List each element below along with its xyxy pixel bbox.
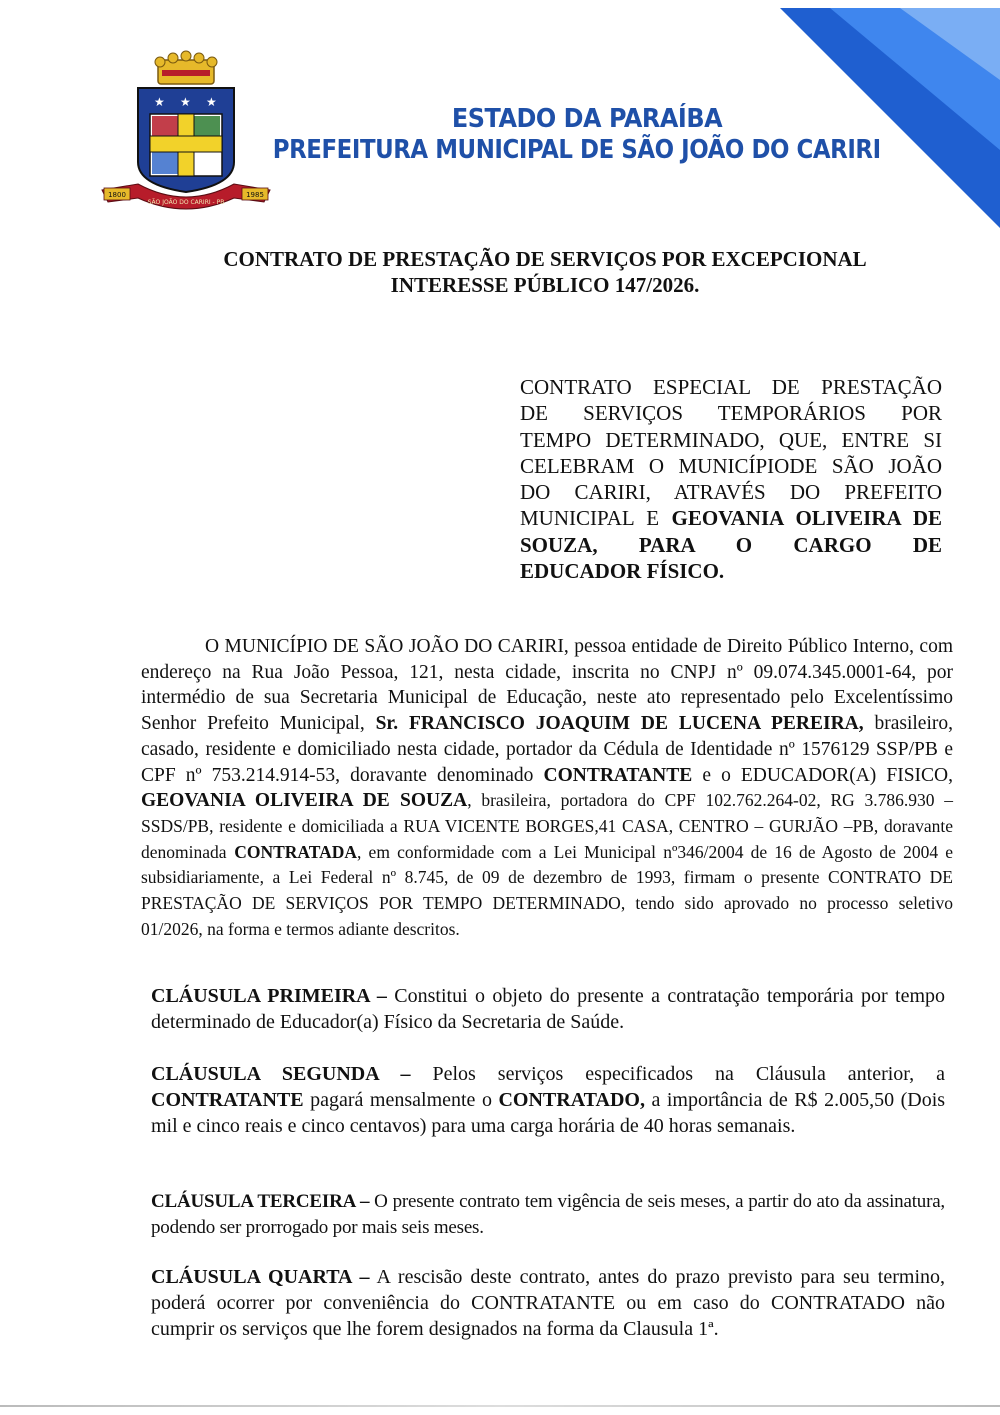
- svg-text:★: ★: [180, 95, 191, 109]
- preamble-text: e o EDUCADOR(A) FISICO,: [702, 764, 954, 786]
- summary-line: EDUCADOR FÍSICO.: [520, 559, 725, 584]
- title-line-2: INTERESSE PÚBLICO 147/2026.: [390, 273, 700, 297]
- contratada-label: CONTRATADA: [234, 841, 358, 862]
- preamble-text: , brasileira, portadora do CPF 102.762.264-02, RG 3.786.930 – SSDS/PB, residente e domiciliada a RUA VICENTE BORGES,41 CASA, CENTRO – GURJÃO –PB, doravante denominada: [141, 790, 953, 862]
- contract-title: [140, 246, 950, 298]
- clause-third: [151, 1189, 945, 1241]
- preamble-text: , em conformidade com a Lei Municipal nº346/2004 de 16 de Agosto de 2004 e subsidiariamente, a Lei Federal nº 8.745, de 09 de dezembro de 1993, firmam o presente CONTRATO DE PRESTAÇÃO DE SERVIÇOS POR TEMPO DETERMINADO, tendo sido aprovado no processo seletivo 01/2026, na forma e termos adiante descritos.: [141, 841, 953, 939]
- clause-title: CLÁUSULA TERCEIRA –: [151, 1191, 370, 1212]
- state-name: ESTADO DA PARAÍBA: [451, 104, 723, 134]
- svg-text:★: ★: [206, 95, 217, 109]
- contract-summary: [520, 374, 942, 584]
- summary-text: MUNICIPAL E: [520, 506, 660, 531]
- contratante-label: CONTRATANTE: [543, 764, 693, 786]
- clause-text: pagará mensalmente o: [310, 1089, 492, 1111]
- clause-text: a importância de R$ 2.005,50 (Dois mil e cinco reais e cinco centavos) para uma carga horária de 40 horas semanais.: [151, 1089, 946, 1137]
- page-bottom-edge: [0, 1405, 1000, 1407]
- clause-text: Constitui o objeto do presente a contratação temporária por tempo determinado de Educador(a) Físico da Secretaria de Saúde.: [151, 985, 945, 1033]
- clause-first: [151, 983, 945, 1035]
- clause-second: [151, 1061, 945, 1139]
- svg-text:SÃO JOÃO DO CARIRI - PB: SÃO JOÃO DO CARIRI - PB: [147, 199, 225, 206]
- clause-text: Pelos serviços especificados na Cláusula anterior, a: [432, 1063, 946, 1085]
- contractor-name: GEOVANIA OLIVEIRA DE SOUZA: [141, 790, 468, 812]
- clause-text: O presente contrato tem vigência de seis meses, a partir do ato da assinatura, podendo ser prorrogado por mais seis meses.: [151, 1191, 945, 1238]
- summary-line: DO CARIRI, ATRAVÉS DO PREFEITO: [520, 480, 942, 505]
- svg-text:★: ★: [154, 95, 165, 109]
- clause-title: CLÁUSULA QUARTA –: [151, 1266, 370, 1288]
- contratante-label: CONTRATANTE: [151, 1089, 304, 1111]
- preamble-text: O MUNICÍPIO DE SÃO JOÃO DO CARIRI, pessoa entidade de Direito Público Interno, com endereço na Rua João Pessoa, 121, nesta cidade, inscrita no CNPJ nº 09.074.345.0001-64, por intermédio de sua Secretaria Municipal de Educação, neste ato representado pelo Excelentíssimo Senhor Prefeito Municipal,: [141, 636, 953, 735]
- summary-line: SOUZA, PARA O CARGO DE: [520, 532, 942, 557]
- clause-title: CLÁUSULA PRIMEIRA –: [151, 985, 387, 1007]
- svg-text:1985: 1985: [246, 191, 264, 199]
- clause-text: A rescisão deste contrato, antes do prazo previsto para seu termino, poderá ocorrer por conveniência do CONTRATANTE ou em caso do CONTRATADO não cumprir os serviços que lhe forem designados na forma da Clausula 1ª.: [151, 1266, 945, 1340]
- title-line-1: CONTRATO DE PRESTAÇÃO DE SERVIÇOS POR EXCEPCIONAL: [223, 247, 867, 271]
- preamble-paragraph: [141, 634, 953, 942]
- contractor-name: GEOVANIA OLIVEIRA DE: [671, 506, 943, 531]
- crown-icon: [155, 51, 217, 84]
- summary-line: CELEBRAM O MUNICÍPIODE SÃO JOÃO: [520, 453, 942, 478]
- clause-title: CLÁUSULA SEGUNDA –: [151, 1063, 411, 1085]
- municipal-crest-logo: [98, 50, 274, 218]
- preamble: [141, 634, 953, 942]
- summary-line: [520, 505, 942, 531]
- clause-fourth: [151, 1264, 945, 1342]
- summary-line: CONTRATO ESPECIAL DE PRESTAÇÃO: [520, 375, 942, 399]
- contratado-label: CONTRATADO,: [498, 1089, 645, 1111]
- svg-text:1800: 1800: [108, 191, 126, 199]
- letterhead: [262, 104, 912, 166]
- mayor-name: Sr. FRANCISCO JOAQUIM DE LUCENA PEREIRA,: [375, 713, 864, 735]
- preamble-text: brasileiro, casado, residente e domiciliado nesta cidade, portador da Cédula de Identidade nº 1576129 SSP/PB e CPF nº 753.214.914-53, doravante denominado: [141, 713, 953, 786]
- summary-line: TEMPO DETERMINADO, QUE, ENTRE SI: [520, 427, 942, 452]
- prefecture-name: PREFEITURA MUNICIPAL DE SÃO JOÃO DO CARIRI: [272, 135, 881, 165]
- summary-line: DE SERVIÇOS TEMPORÁRIOS POR: [520, 401, 942, 426]
